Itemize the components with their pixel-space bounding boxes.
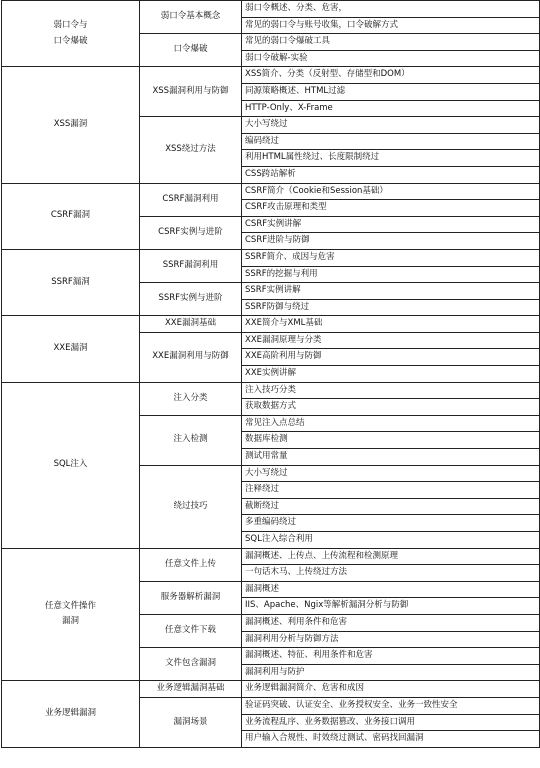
content-item: XXE简介与XML基础: [242, 316, 540, 333]
section-title: 弱口令与 口令爆破: [2, 1, 140, 67]
table-row: [2, 1, 540, 18]
section-title: 任意文件操作 漏洞: [2, 548, 140, 681]
topic-name: XXE漏洞利用与防御: [140, 332, 242, 382]
topic-name: 注入检测: [140, 415, 242, 465]
content-item: HTTP-Only、X-Frame: [242, 100, 540, 117]
content-item: IIS、Apache、Ngix等解析漏洞分析与防御: [242, 598, 540, 615]
curriculum-table: [1, 0, 540, 748]
content-item: XSS简介、分类（反射型、存储型和DOM）: [242, 67, 540, 84]
section-title: SQL注入: [2, 382, 140, 548]
content-item: 漏洞概述、上传点、上传流程和检测原理: [242, 548, 540, 565]
topic-name: 业务逻辑漏洞基础: [140, 681, 242, 698]
content-item: 业务流程乱序、业务数据篡改、业务接口调用: [242, 714, 540, 731]
content-item: 获取数据方式: [242, 399, 540, 416]
topic-name: 弱口令基本概念: [140, 1, 242, 34]
content-item: 漏洞概述、利用条件和危害: [242, 614, 540, 631]
topic-name: 服务器解析漏洞: [140, 581, 242, 614]
content-item: CSRF进阶与防御: [242, 233, 540, 250]
content-item: 编码绕过: [242, 133, 540, 150]
content-item: 用户输入合规性、时效绕过测试、密码找回漏洞: [242, 731, 540, 748]
section-title: SSRF漏洞: [2, 249, 140, 315]
table-row: [2, 67, 540, 84]
content-item: 漏洞概述、特征、利用条件和危害: [242, 648, 540, 665]
table-row: [2, 249, 540, 266]
table-row: [2, 681, 540, 698]
content-item: 同源策略概述、HTML过滤: [242, 83, 540, 100]
content-item: 注入技巧分类: [242, 382, 540, 399]
content-item: XXE漏洞原理与分类: [242, 332, 540, 349]
content-item: 验证码突破、认证安全、业务授权安全、业务一致性安全: [242, 697, 540, 714]
curriculum-table-body: [2, 1, 540, 748]
content-item: SSRF防御与绕过: [242, 299, 540, 316]
content-item: 业务逻辑漏洞简介、危害和成因: [242, 681, 540, 698]
content-item: CSRF实例讲解: [242, 216, 540, 233]
topic-name: 绕过技巧: [140, 465, 242, 548]
topic-name: XXE漏洞基础: [140, 316, 242, 333]
topic-name: 任意文件下载: [140, 614, 242, 647]
topic-name: 口令爆破: [140, 34, 242, 67]
content-item: 大小写绕过: [242, 465, 540, 482]
content-item: 漏洞利用与防护: [242, 664, 540, 681]
content-item: 一句话木马、上传绕过方法: [242, 565, 540, 582]
content-item: SSRF的挖掘与利用: [242, 266, 540, 283]
content-item: 多重编码绕过: [242, 515, 540, 532]
content-item: 测试用常量: [242, 449, 540, 466]
content-item: 截断绕过: [242, 498, 540, 515]
content-item: CSRF攻击原理和类型: [242, 200, 540, 217]
table-row: [2, 316, 540, 333]
table-row: [2, 548, 540, 565]
content-item: CSRF简介（Cookie和Session基础）: [242, 183, 540, 200]
content-item: SSRF简介、成因与危害: [242, 249, 540, 266]
topic-name: CSRF漏洞利用: [140, 183, 242, 216]
content-item: SSRF实例讲解: [242, 283, 540, 300]
section-title: 业务逻辑漏洞: [2, 681, 140, 747]
content-item: SQL注入综合利用: [242, 532, 540, 549]
section-title: XXE漏洞: [2, 316, 140, 382]
content-item: 弱口令破解-实验: [242, 50, 540, 67]
content-item: 弱口令概述、分类、危害，: [242, 1, 540, 18]
topic-name: 文件包含漏洞: [140, 648, 242, 681]
table-row: [2, 382, 540, 399]
topic-name: 注入分类: [140, 382, 242, 415]
content-item: XXE实例讲解: [242, 366, 540, 383]
topic-name: 任意文件上传: [140, 548, 242, 581]
content-item: 常见的弱口令爆破工具: [242, 34, 540, 51]
topic-name: 漏洞场景: [140, 697, 242, 747]
section-title: CSRF漏洞: [2, 183, 140, 249]
topic-name: XSS绕过方法: [140, 117, 242, 183]
content-item: 常见注入点总结: [242, 415, 540, 432]
table-row: [2, 183, 540, 200]
content-item: XXE高阶利用与防御: [242, 349, 540, 366]
topic-name: SSRF实例与进阶: [140, 283, 242, 316]
topic-name: XSS漏洞利用与防御: [140, 67, 242, 117]
content-item: 漏洞概述: [242, 581, 540, 598]
content-item: 常见的弱口令与账号收集，口令破解方式: [242, 17, 540, 34]
content-item: 大小写绕过: [242, 117, 540, 134]
content-item: 利用HTML属性绕过、长度限制绕过: [242, 150, 540, 167]
topic-name: CSRF实例与进阶: [140, 216, 242, 249]
topic-name: SSRF漏洞利用: [140, 249, 242, 282]
content-item: 漏洞利用分析与防御方法: [242, 631, 540, 648]
content-item: 数据库检测: [242, 432, 540, 449]
content-item: CSS跨站解析: [242, 166, 540, 183]
content-item: 注释绕过: [242, 482, 540, 499]
section-title: XSS漏洞: [2, 67, 140, 183]
